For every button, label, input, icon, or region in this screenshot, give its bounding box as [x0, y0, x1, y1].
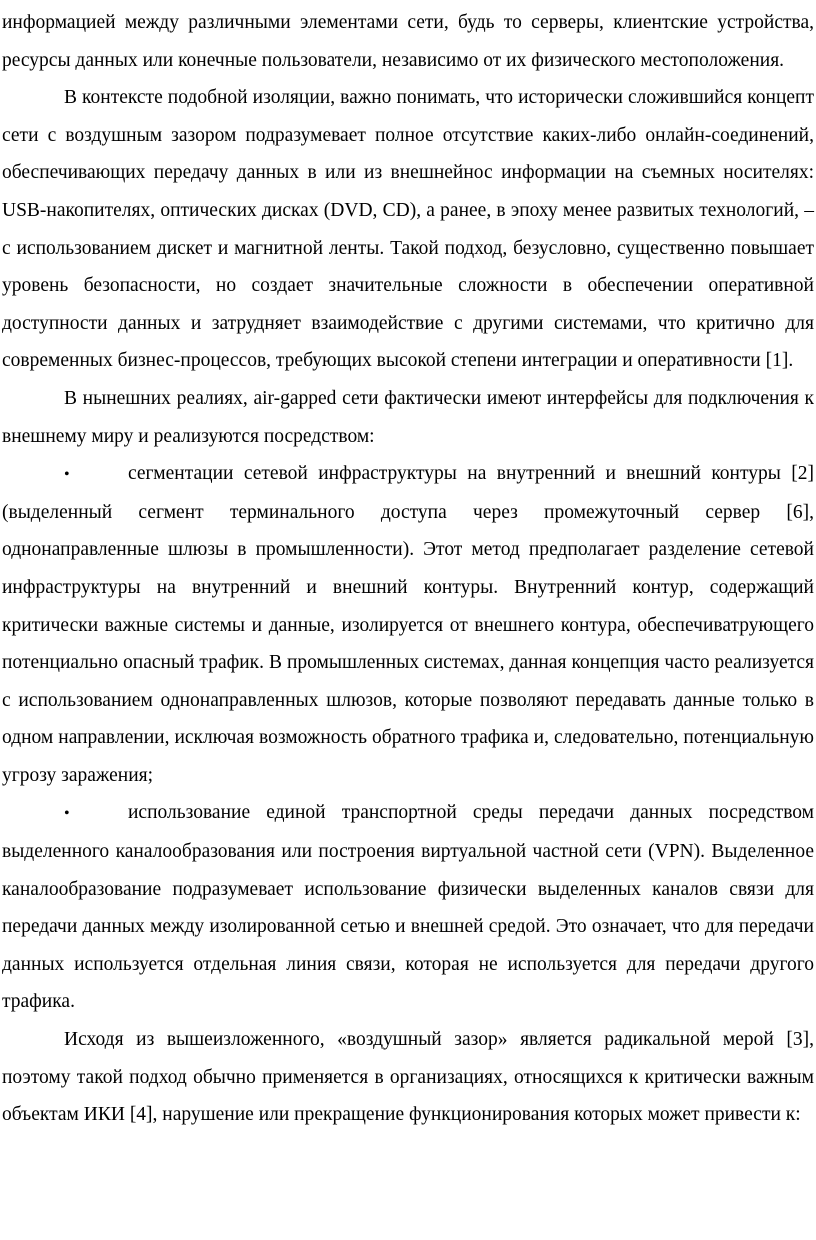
bullet-item-transport: [2, 794, 814, 1021]
paragraph-closing: Исходя из вышеизложенного, «воздушный зазор» является радикальной мерой [3], поэтому такой подход обычно применяется в организациях, относящихся к критически важным объектам ИКИ [4], нарушение или прекращение функционирования которых может привести к:: [2, 1029, 814, 1126]
paragraph-air-gap-concept: В контексте подобной изоляции, важно понимать, что исторически сложившийся концепт сети с воздушным зазором подразумевает полное отсутствие каких-либо онлайн-соединений, обеспечивающих передачу данных в или из внешнейнос информации на съемных носителях: USB-накопителях, оптических дисках (DVD, CD), а ранее, в эпоху менее развитых технологий, – с использованием дискет и магнитной ленты. Такой подход, безусловно, существенно повышает уровень безопасности, но создает значительные сложности в обеспечении оперативной доступности данных и затрудняет взаимодействие с другими системами, что критично для современных бизнес-процессов, требующих высокой степени интеграции и оперативности [1].: [2, 87, 814, 372]
bullet-icon: •: [64, 805, 70, 823]
paragraph-continuation: информацией между различными элементами сети, будь то серверы, клиентские устройства, ресурсы данных или конечные пользователи, независимо от их физического местоположения.: [2, 12, 814, 71]
bullet-text-transport: использование единой транспортной среды передачи данных посредством выделенного каналообразования или построения виртуальной частной сети (VPN). Выделенное каналообразование подразумевает использование физически выделенных каналов связи для передачи данных между изолированной сетью и внешней средой. Это означает, что для передачи данных используется отдельная линия связи, которая не используется для передачи другого трафика.: [2, 802, 814, 1013]
bullet-item-segmentation: [2, 455, 814, 794]
bullet-text-segmentation: сегментации сетевой инфраструктуры на внутренний и внешний контуры [2] (выделенный сегмент терминального доступа через промежуточный сервер [6], однонаправленные шлюзы в промышленности). Этот метод предполагает разделение сетевой инфраструктуры на внутренний и внешний контуры. Внутренний контур, содержащий критически важные системы и данные, изолируется от внешнего контура, обеспечиватрующего потенциально опасный трафик. В промышленных системах, данная концепция часто реализуется с использованием однонаправленных шлюзов, которые позволяют передавать данные только в одном направлении, исключая возможность обратного трафика и, следовательно, потенциальную угрозу заражения;: [2, 463, 814, 786]
bullet-icon: •: [64, 466, 70, 484]
paragraph-current-realities: В нынешних реалиях, air-gapped сети фактически имеют интерфейсы для подключения к внешнему миру и реализуются посредством:: [2, 387, 814, 447]
